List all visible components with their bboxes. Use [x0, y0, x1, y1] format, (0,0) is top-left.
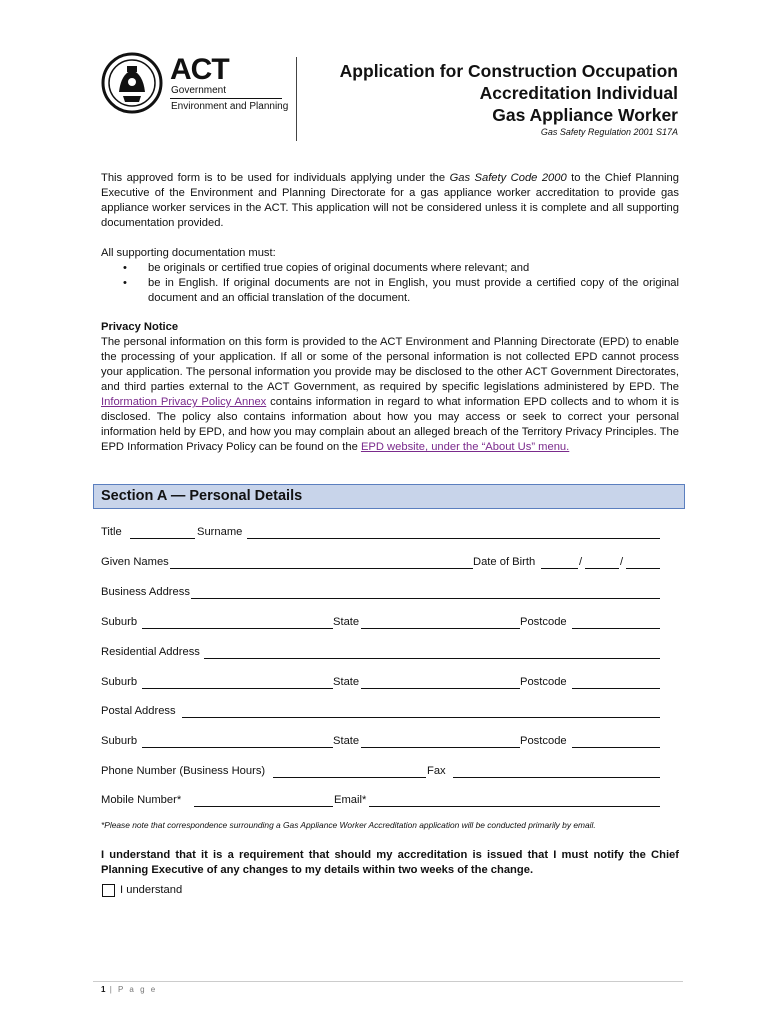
postal-postcode-field[interactable] — [572, 747, 660, 748]
section-a-title: Section A — Personal Details — [101, 488, 303, 504]
residential-suburb-row — [101, 676, 661, 692]
postal-address-row — [101, 705, 661, 721]
suburb-label: Suburb — [101, 616, 138, 628]
mobile-label: Mobile Number* — [101, 794, 182, 806]
bullet-dot: • — [123, 262, 127, 274]
bullet-item — [101, 276, 679, 306]
residential-address-field[interactable] — [204, 658, 660, 659]
regulation-reference: Gas Safety Regulation 2001 S17A — [540, 127, 678, 137]
privacy-policy-annex-link[interactable]: Information Privacy Policy Annex — [101, 396, 267, 408]
logo-divider — [170, 98, 282, 99]
page-title — [278, 60, 678, 126]
title-line: Application for Construction Occupation — [339, 61, 678, 81]
surname-label: Surname — [197, 526, 243, 538]
section-a-header — [93, 484, 685, 509]
postal-suburb-field[interactable] — [142, 747, 333, 748]
dob-label: Date of Birth — [473, 556, 536, 568]
logo-act-text: ACT — [170, 53, 229, 86]
business-state-field[interactable] — [361, 628, 520, 629]
page-footer — [101, 985, 157, 994]
title-surname-row — [101, 526, 661, 542]
title-line: Gas Appliance Worker — [492, 105, 678, 125]
fax-label: Fax — [427, 765, 446, 777]
residential-address-row — [101, 646, 661, 662]
title-label: Title — [101, 526, 122, 538]
page-label: | P a g e — [109, 985, 158, 994]
business-postcode-field[interactable] — [572, 628, 660, 629]
fax-field[interactable] — [453, 777, 660, 778]
supporting-docs-heading: All supporting documentation must: — [101, 247, 276, 259]
logo-directorate-text: Environment and Planning — [171, 101, 289, 112]
postal-suburb-row — [101, 735, 661, 751]
phone-label: Phone Number (Business Hours) — [101, 765, 266, 777]
gas-safety-code-text: Gas Safety Code 2000 — [449, 172, 567, 184]
postal-address-field[interactable] — [182, 717, 660, 718]
email-label: Email* — [334, 794, 367, 806]
business-address-field[interactable] — [191, 598, 660, 599]
bullet-dot: • — [123, 277, 127, 289]
business-suburb-row — [101, 616, 661, 632]
intro-text: to the Chief Planning Executive of the Environment and Planning Directorate for a gas appliance worker accreditation to provide gas appliance worker services in the ACT. This application will not be considered unless it is complete and all supporting documentation provided. — [101, 172, 679, 229]
residential-address-label: Residential Address — [101, 646, 200, 658]
postcode-label: Postcode — [520, 735, 567, 747]
bullet-text: be in English. If original documents are not in English, you must provide a certified copy of the original document and an official translation of the document. — [148, 277, 679, 304]
i-understand-checkbox[interactable] — [102, 884, 115, 897]
residential-postcode-field[interactable] — [572, 688, 660, 689]
surname-field[interactable] — [247, 538, 660, 539]
dob-year-field[interactable] — [626, 568, 660, 569]
bullet-item — [101, 261, 679, 276]
given-names-dob-row — [101, 556, 661, 572]
privacy-text: contains information in regard to what information EPD collects and to whom it is disclosed. The policy also contains information about how you may access or seek to correct your personal information held by EPD, and how you may complain about an alleged breach of the Territory Privacy Principles. The EPD Information Privacy Policy can be found on the — [101, 396, 679, 453]
state-label: State — [333, 616, 360, 628]
intro-text: This approved form is to be used for individuals applying under the — [101, 172, 450, 184]
dob-month-field[interactable] — [585, 568, 619, 569]
page-number: 1 — [101, 985, 106, 994]
act-coat-of-arms-logo — [101, 52, 163, 114]
suburb-label: Suburb — [101, 735, 138, 747]
business-address-row — [101, 586, 661, 602]
title-line: Accreditation Individual — [479, 83, 678, 103]
dob-separator: / — [579, 556, 583, 568]
postal-address-label: Postal Address — [101, 705, 176, 717]
postcode-label: Postcode — [520, 616, 567, 628]
suburb-label: Suburb — [101, 676, 138, 688]
epd-website-link[interactable]: EPD website, under the “About Us” menu. — [360, 441, 570, 453]
postcode-label: Postcode — [520, 676, 567, 688]
undertaking-statement: I understand that it is a requirement that should my accreditation is issued that I must notify the Chief Planning Executive of any changes to my details within two weeks of the change. — [101, 849, 679, 876]
residential-state-field[interactable] — [361, 688, 520, 689]
bullet-text: be originals or certified true copies of original documents where relevant; and — [148, 262, 530, 274]
dob-separator: / — [620, 556, 624, 568]
phone-field[interactable] — [273, 777, 426, 778]
mobile-field[interactable] — [194, 806, 333, 807]
email-correspondence-note: *Please note that correspondence surrounding a Gas Appliance Worker Accreditation application will be conducted primarily by email. — [101, 820, 596, 830]
phone-fax-row — [101, 765, 661, 781]
privacy-text: The personal information on this form is provided to the ACT Environment and Planning Directorate (EPD) to enable the processing of your application. If all or some of the personal information is not collected EPD cannot process your application. The personal information you provide may be disclosed to the other ACT Government Directorates, and third parties external to the ACT Government, as required by specific legislations administered by EPD. The — [101, 336, 679, 393]
dob-day-field[interactable] — [541, 568, 578, 569]
mobile-email-row — [101, 794, 661, 810]
postal-state-field[interactable] — [361, 747, 520, 748]
privacy-heading: Privacy Notice — [101, 321, 179, 333]
residential-suburb-field[interactable] — [142, 688, 333, 689]
state-label: State — [333, 676, 360, 688]
business-suburb-field[interactable] — [142, 628, 333, 629]
given-names-field[interactable] — [170, 568, 473, 569]
privacy-paragraph — [101, 335, 679, 455]
intro-paragraph — [101, 171, 679, 231]
email-field[interactable] — [369, 806, 660, 807]
footer-divider — [93, 981, 683, 982]
title-field[interactable] — [130, 538, 195, 539]
state-label: State — [333, 735, 360, 747]
i-understand-label: I understand — [120, 884, 183, 896]
logo-government-text: Government — [171, 85, 227, 96]
given-names-label: Given Names — [101, 556, 169, 568]
business-address-label: Business Address — [101, 586, 190, 598]
